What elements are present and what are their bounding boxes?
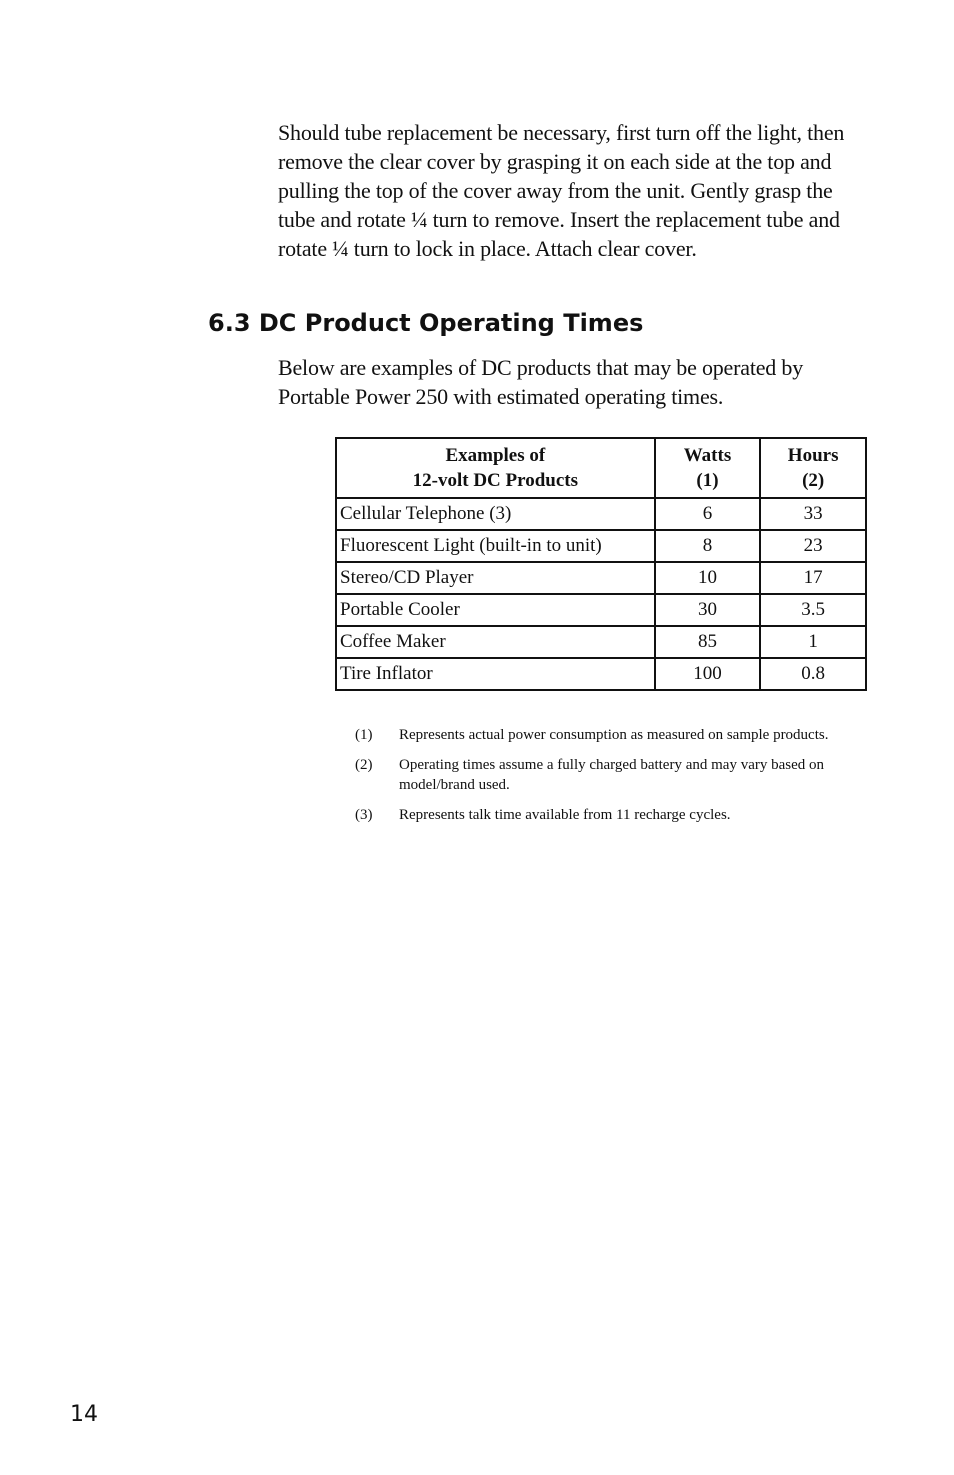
table-row: [336, 594, 866, 626]
product-cell: Coffee Maker: [336, 626, 655, 658]
product-cell: Portable Cooler: [336, 594, 655, 626]
product-cell: Fluorescent Light (built-in to unit): [336, 530, 655, 562]
table-row: [336, 626, 866, 658]
watts-cell: 8: [655, 530, 761, 562]
table-row: [336, 562, 866, 594]
product-cell: Tire Inflator: [336, 658, 655, 690]
section-intro-paragraph: Below are examples of DC products that may be operated by Portable Power 250 with estimated operating times.: [278, 355, 803, 409]
page-number: 14: [70, 1402, 98, 1427]
header-hours-line1: Hours: [787, 445, 839, 466]
watts-cell: 30: [655, 594, 761, 626]
table-row: [336, 658, 866, 690]
product-cell: Stereo/CD Player: [336, 562, 655, 594]
hours-cell: 3.5: [760, 594, 866, 626]
header-watts-line2: (1): [696, 470, 719, 491]
watts-cell: 85: [655, 626, 761, 658]
header-hours-line2: (2): [802, 470, 825, 491]
product-cell: Cellular Telephone (3): [336, 498, 655, 530]
footnote-marker: (2): [355, 757, 373, 773]
hours-cell: 1: [760, 626, 866, 658]
hours-cell: 33: [760, 498, 866, 530]
footnote-text: Operating times assume a fully charged battery and may vary based on model/brand used.: [399, 757, 825, 793]
footnote-text: Represents talk time available from 11 recharge cycles.: [399, 807, 731, 823]
hours-cell: 23: [760, 530, 866, 562]
footnote-marker: (1): [355, 727, 373, 743]
header-hours: [760, 438, 866, 498]
footnote-marker: (3): [355, 807, 373, 823]
footnote-text: Represents actual power consumption as measured on sample products.: [399, 727, 829, 743]
header-watts-line1: Watts: [683, 445, 732, 466]
footnote-3: [355, 805, 855, 825]
header-products-line1: Examples of: [445, 445, 546, 466]
section-heading: 6.3 DC Product Operating Times: [208, 309, 644, 337]
dc-products-table: [335, 437, 867, 691]
table-footnotes: [355, 725, 855, 835]
hours-cell: 17: [760, 562, 866, 594]
tube-replacement-paragraph: Should tube replacement be necessary, first turn off the light, then remove the clear cover by grasping it on each side at the top and pulling the top of the cover away from the unit. Gently grasp the tube and rotate ¼ turn to remove. Insert the replacement tube and rotate ¼ turn to lock in place. Attach clear cover.: [278, 120, 845, 261]
footnote-1: [355, 725, 855, 745]
header-products: [336, 438, 655, 498]
hours-cell: 0.8: [760, 658, 866, 690]
watts-cell: 6: [655, 498, 761, 530]
watts-cell: 10: [655, 562, 761, 594]
watts-cell: 100: [655, 658, 761, 690]
footnote-2: [355, 755, 855, 795]
table-row: [336, 530, 866, 562]
table-row: [336, 498, 866, 530]
header-watts: [655, 438, 761, 498]
header-products-line2: 12-volt DC Products: [412, 470, 578, 491]
table-header-row: [336, 438, 866, 498]
